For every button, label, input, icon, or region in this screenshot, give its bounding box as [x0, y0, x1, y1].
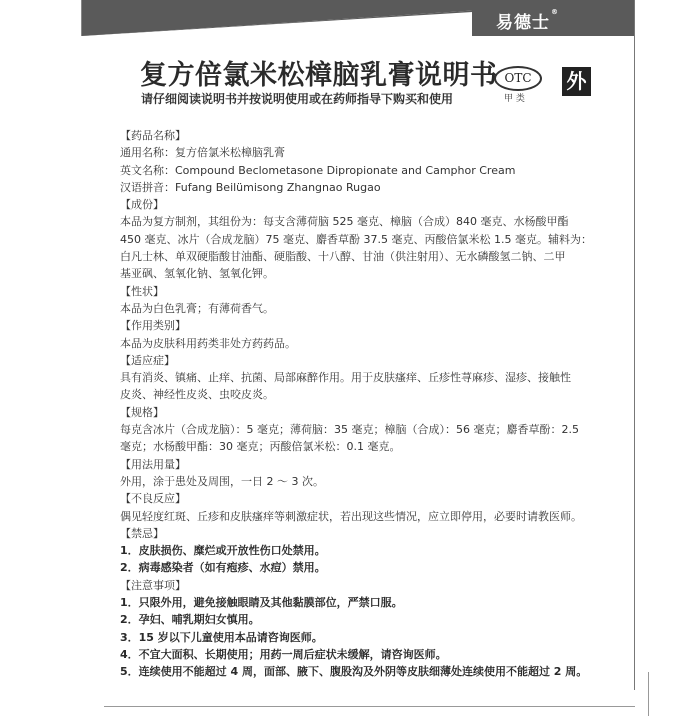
text-line: 450 毫克、冰片（合成龙脑）75 毫克、麝香草酚 37.5 毫克、丙酸倍氯米松 1.5 毫克。辅料为：: [120, 232, 592, 246]
contraindication-item: 2．病毒感染者（如有疱疹、水痘）禁用。: [120, 561, 326, 575]
page-title: 复方倍氯米松樟脑乳膏说明书: [140, 60, 498, 91]
text-line: 具有消炎、镇痛、止痒、抗菌、局部麻醉作用。用于皮肤瘙痒、丘疹性荨麻疹、湿疹、接触性: [120, 371, 571, 385]
text-line: 通用名称：复方倍氯米松樟脑乳膏: [120, 146, 285, 160]
text-line: 偶见轻度红斑、丘疹和皮肤瘙痒等刺激症状，若出现这些情况，应立即停用，必要时请教医师。: [120, 509, 582, 523]
contraindication-item: 1．皮肤损伤、糜烂或开放性伤口处禁用。: [120, 544, 326, 558]
text-line: 基亚砜、氢氧化钠、氢氧化钾。: [120, 267, 274, 281]
page-subtitle: 请仔细阅读说明书并按说明使用或在药师指导下购买和使用: [141, 92, 454, 106]
external-use-badge: 外: [562, 67, 591, 96]
section-heading: 【药品名称】: [120, 129, 186, 142]
section-heading: 【禁忌】: [120, 526, 164, 540]
text-line: 本品为复方制剂，其组份为：每支含薄荷脑 525 毫克、樟脑（合成）840 毫克、水杨酸甲酯: [120, 215, 569, 229]
caution-item: 4．不宜大面积、长期使用；用药一周后症状未缓解，请咨询医师。: [120, 647, 447, 661]
caution-item: 5．连续使用不能超过 4 周，面部、腋下、腹股沟及外阴等皮肤细薄处连续使用不能超过 2 周。: [120, 665, 588, 679]
section-heading: 【成份】: [120, 198, 164, 212]
text-line: 皮炎、神经性皮炎、虫咬皮炎。: [120, 388, 274, 402]
section-heading: 【性状】: [120, 284, 164, 298]
otc-badge: OTC: [494, 66, 542, 91]
section-heading: 【适应症】: [120, 353, 175, 367]
frame-outer-border: [648, 672, 649, 716]
section-heading: 【用法用量】: [120, 457, 186, 471]
text-line: 英文名称：Compound Beclometasone Dipropionate and Camphor Cream: [120, 163, 516, 177]
caution-item: 1．只限外用，避免接触眼睛及其他黏膜部位，严禁口服。: [120, 596, 403, 610]
section-heading: 【注意事项】: [120, 578, 186, 592]
frame-bottom-border: [104, 706, 635, 707]
frame-right-border: [634, 0, 635, 690]
section-heading: 【作用类别】: [120, 319, 186, 333]
leaflet-content: [120, 127, 608, 681]
text-line: 白凡士林、单双硬脂酸甘油酯、硬脂酸、十八醇、甘油（供注射用）、无水磷酸氢二钠、二甲: [120, 250, 566, 264]
section-heading: 【不良反应】: [120, 492, 186, 506]
text-line: 汉语拼音：Fufang Beilümisong Zhangnao Rugao: [120, 180, 381, 194]
caution-item: 3．15 岁以下儿童使用本品请咨询医师。: [120, 630, 323, 644]
text-line: 每克含冰片（合成龙脑）：5 毫克；薄荷脑：35 毫克；樟脑（合成）：56 毫克；麝香草酚：2.5: [120, 423, 579, 437]
caution-item: 2．孕妇、哺乳期妇女慎用。: [120, 613, 260, 627]
text-line: 外用，涂于患处及周围，一日 2 ～ 3 次。: [120, 474, 324, 488]
otc-category: 甲 类: [504, 94, 525, 104]
section-heading: 【规格】: [120, 405, 164, 419]
text-line: 本品为白色乳膏；有薄荷香气。: [120, 301, 274, 315]
text-line: 本品为皮肤科用药类非处方药药品。: [120, 336, 296, 350]
text-line: 毫克；水杨酸甲酯：30 毫克；丙酸倍氯米松：0.1 毫克。: [120, 440, 401, 454]
brand-logo: 易德士®: [496, 8, 559, 33]
